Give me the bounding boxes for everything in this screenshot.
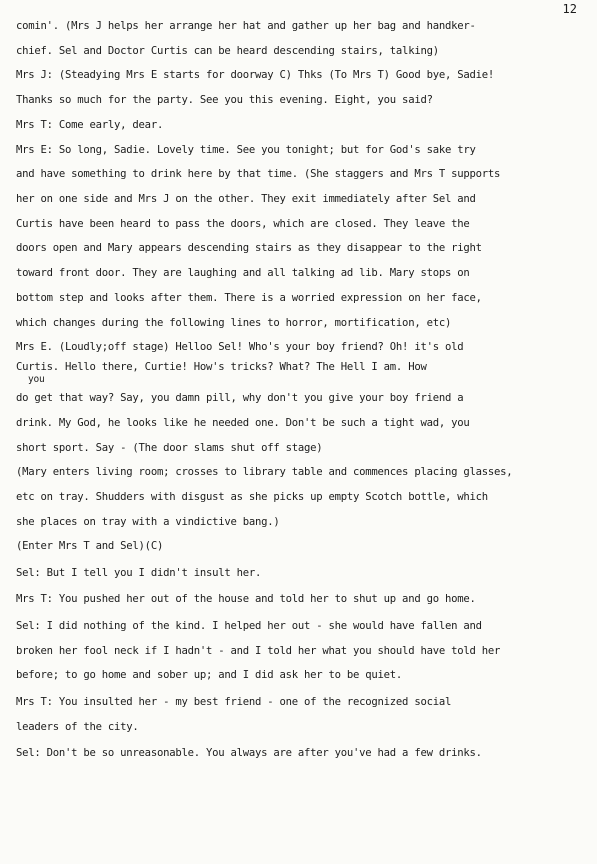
text-line: Sel: Don't be so unreasonable. You always are after you've had a few drinks. — [16, 747, 482, 760]
text-line: bottom step and looks after them. There is a worried expression on her face, — [16, 291, 482, 304]
text-line: she places on tray with a vindictive bang.) — [16, 515, 280, 528]
text-line: and have something to drink here by that time. (She staggers and Mrs T supports — [16, 168, 501, 181]
text-line: doors open and Mary appears descending stairs as they disappear to the right — [16, 242, 482, 255]
text-line: (Mary enters living room; crosses to library table and commences placing glasses, — [16, 466, 513, 479]
text-line: chief. Sel and Doctor Curtis can be heard descending stairs, talking) — [16, 44, 439, 57]
text-line: Mrs T: You insulted her - my best friend - one of the recognized social — [16, 695, 452, 708]
text-line: Thanks so much for the party. See you this evening. Eight, you said? — [16, 94, 433, 107]
text-line: Mrs E. (Loudly;off stage) Helloo Sel! Who's your boy friend? Oh! it's old — [16, 341, 464, 354]
text-line: before; to go home and sober up; and I did ask her to be quiet. — [16, 669, 403, 682]
text-line: comin'. (Mrs J helps her arrange her hat and gather up her bag and handker- — [16, 20, 476, 32]
text-line: do get that way? Say, you damn pill, why don't you give your boy friend a — [16, 392, 464, 405]
interlinear-insertion: you — [28, 374, 45, 386]
script-text — [16, 14, 597, 766]
text-line: toward front door. They are laughing and all talking ad lib. Mary stops on — [16, 267, 470, 280]
text-line: leaders of the city. — [16, 720, 139, 733]
text-line: Mrs T: Come early, dear. — [16, 118, 164, 131]
text-line: Mrs E: So long, Sadie. Lovely time. See you tonight; but for God's sake try — [16, 143, 476, 156]
text-line: short sport. Say - (The door slams shut off stage) — [16, 441, 323, 454]
text-line: (Enter Mrs T and Sel)(C) — [16, 540, 164, 553]
page-number: 12 — [562, 2, 577, 16]
text-line: Mrs J: (Steadying Mrs E starts for doorway C) Thks (To Mrs T) Good bye, Sadie! — [16, 69, 494, 82]
text-line: Sel: I did nothing of the kind. I helped her out - she would have fallen and — [16, 619, 482, 632]
text-line: Curtis have been heard to pass the doors, which are closed. They leave the — [16, 217, 470, 230]
text-line: broken her fool neck if I hadn't - and I told her what you should have told her — [16, 644, 501, 657]
text-line: her on one side and Mrs J on the other. They exit immediately after Sel and — [16, 193, 476, 206]
text-line: etc on tray. Shudders with disgust as she picks up empty Scotch bottle, which — [16, 490, 488, 503]
text-line: Sel: But I tell you I didn't insult her. — [16, 566, 262, 579]
text-line: drink. My God, he looks like he needed one. Don't be such a tight wad, you — [16, 416, 470, 429]
text-line: Curtis. Hello there, Curtie! How's tricks? What? The Hell I am. How — [16, 361, 427, 374]
text-line: Mrs T: You pushed her out of the house and told her to shut up and go home. — [16, 593, 476, 606]
text-line: which changes during the following lines to horror, mortification, etc) — [16, 316, 452, 329]
